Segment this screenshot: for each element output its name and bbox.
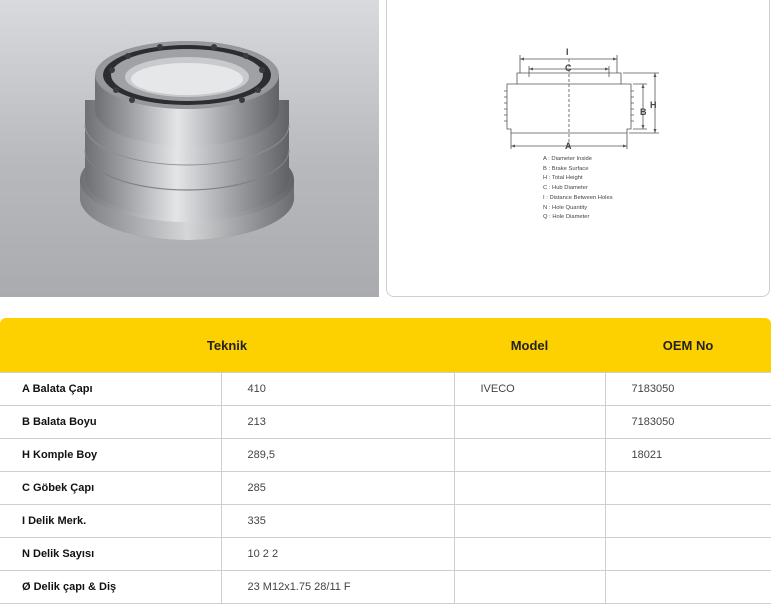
header-oem: OEM No [605,318,771,373]
legend-item: C : Hub Diameter [543,185,588,192]
row-label: H Komple Boy [0,439,221,472]
label-i: I [566,47,569,57]
row-value: 410 [221,373,454,406]
row-label: Ø Delik çapı & Diş [0,571,221,604]
table-row [0,406,771,439]
row-label: B Balata Boyu [0,406,221,439]
row-value: 213 [221,406,454,439]
row-value: 23 M12x1.75 28/11 F [221,571,454,604]
row-model [454,439,605,472]
header-model: Model [454,318,605,373]
technical-diagram [386,0,770,297]
row-model [454,406,605,439]
spec-table-container [0,318,771,604]
header-teknik: Teknik [0,318,454,373]
product-photo [0,0,379,297]
row-model [454,505,605,538]
row-model: IVECO [454,373,605,406]
legend-item: Q : Hole Diameter [543,214,590,221]
label-b: B [640,107,647,117]
row-oem: 7183050 [605,406,771,439]
row-value: 285 [221,472,454,505]
table-row [0,373,771,406]
label-a: A [565,141,572,151]
row-label: I Delik Merk. [0,505,221,538]
table-row [0,571,771,604]
table-header-row [0,318,771,373]
brake-drum-image [0,0,379,297]
row-model [454,472,605,505]
legend-item: N : Hole Quantity [543,204,588,211]
row-oem [605,472,771,505]
legend-item: H : Total Height [543,175,583,182]
row-oem: 18021 [605,439,771,472]
table-row [0,505,771,538]
table-row [0,472,771,505]
row-label: N Delik Sayısı [0,538,221,571]
legend-item: B : Brake Surface [543,165,589,172]
legend-item: A : Diameter Inside [543,156,592,162]
row-label: A Balata Çapı [0,373,221,406]
row-value: 335 [221,505,454,538]
row-oem: 7183050 [605,373,771,406]
diagram-legend [543,155,613,223]
label-h: H [650,100,657,110]
label-c: C [565,63,572,73]
drum-section-drawing [387,0,771,298]
row-value: 10 2 2 [221,538,454,571]
row-oem [605,571,771,604]
row-label: C Göbek Çapı [0,472,221,505]
row-oem [605,505,771,538]
table-row [0,439,771,472]
row-value: 289,5 [221,439,454,472]
table-row [0,538,771,571]
spec-table [0,318,771,604]
legend-item: I : Distance Between Holes [543,194,613,201]
row-model [454,571,605,604]
row-model [454,538,605,571]
row-oem [605,538,771,571]
